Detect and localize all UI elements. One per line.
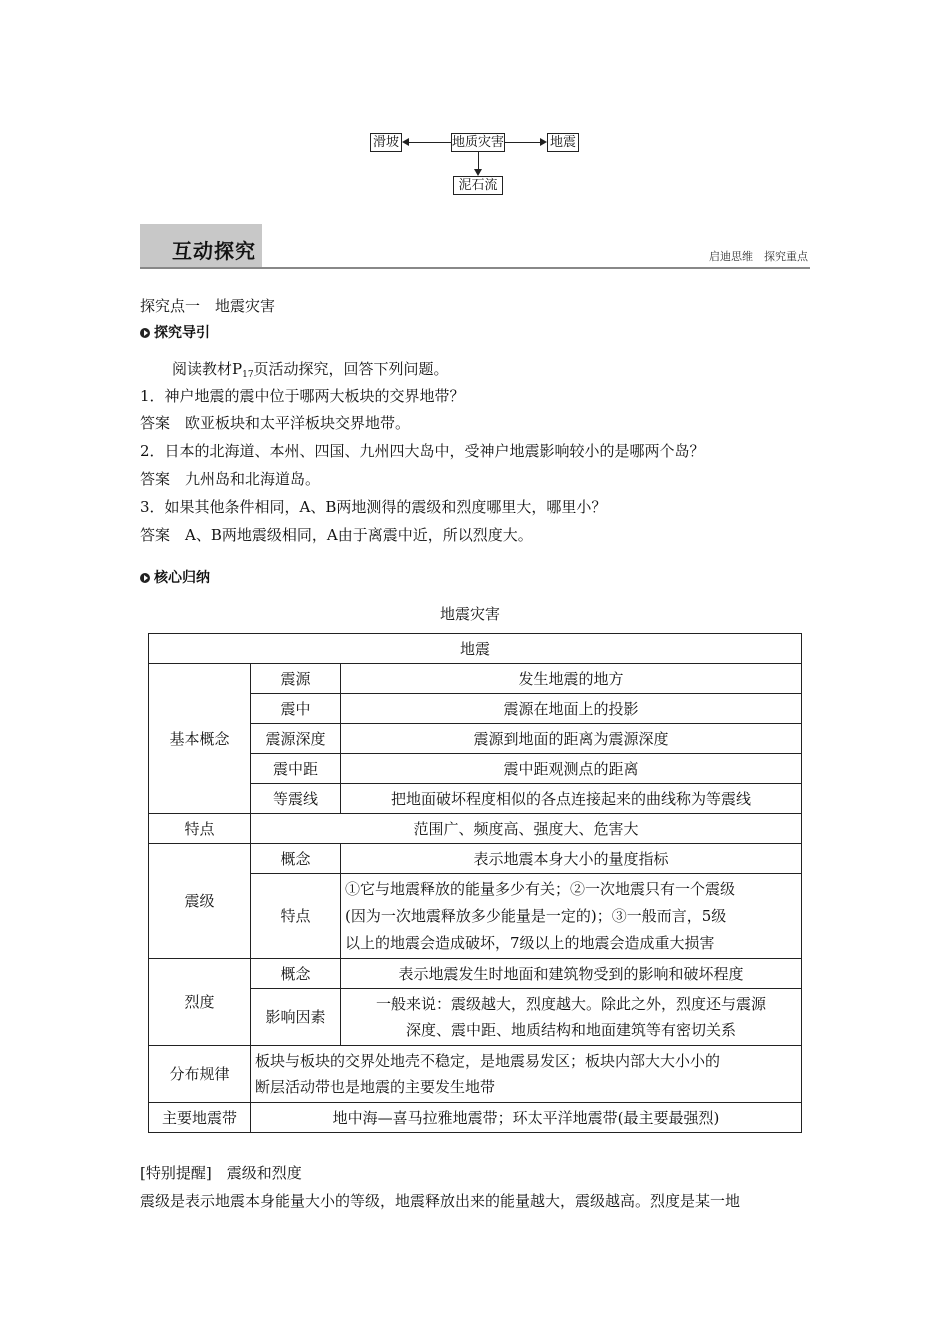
cell-intensity: 烈度	[149, 959, 251, 1046]
table-row	[149, 1103, 802, 1133]
cell-key: 概念	[251, 844, 341, 874]
answer-1: 答案 欧亚板块和太平洋板块交界地带。	[140, 414, 411, 432]
answer-2: 答案 九州岛和北海道岛。	[140, 470, 321, 488]
earthquake-table	[148, 633, 802, 1133]
special-note-label: [特别提醒] 震级和烈度	[140, 1164, 302, 1182]
arrow-head-down	[474, 169, 482, 176]
guide-heading-label: 探究导引	[154, 325, 210, 341]
cell-value: 发生地震的地方	[341, 664, 802, 694]
table-row	[149, 814, 802, 844]
core-heading	[140, 569, 210, 587]
special-note-text: 震级是表示地震本身能量大小的等级，地震释放出来的能量越大，震级越高。烈度是某一地	[140, 1192, 741, 1210]
intro-prefix: 阅读教材P	[172, 360, 243, 378]
cell-key: 影响因素	[251, 989, 341, 1046]
cell-key: 震源深度	[251, 724, 341, 754]
cell-line: 板块与板块的交界处地壳不稳定，是地震易发区；板块内部大大小小的	[255, 1052, 721, 1070]
table-row	[149, 634, 802, 664]
question-2: 2．日本的北海道、本州、四国、九州四大岛中，受神户地震影响较小的是哪两个岛？	[140, 442, 705, 460]
cell-key: 震中距	[251, 754, 341, 784]
cell-line: (因为一次地震释放多少能量是一定的)；③一般而言，5级	[345, 906, 727, 925]
cell-key: 震源	[251, 664, 341, 694]
section-title: 互动探究	[172, 239, 256, 263]
diagram-node-earthquake: 地震	[547, 133, 579, 152]
cell-basic-concept: 基本概念	[149, 664, 251, 814]
diagram-node-geohazard: 地质灾害	[452, 135, 505, 150]
cell-value: 地中海—喜马拉雅地震带；环太平洋地震带(最主要最强烈)	[251, 1103, 802, 1133]
guide-heading	[140, 324, 210, 342]
cell-key: 特点	[251, 874, 341, 959]
table-row	[149, 664, 802, 694]
table-title: 地震灾害	[440, 605, 501, 623]
cell-line: ①它与地震释放的能量多少有关；②一次地震只有一个震级	[345, 879, 736, 898]
intro-paragraph	[172, 359, 449, 385]
section-subtitle: 启迪思维 探究重点	[709, 250, 808, 263]
cell-value: 表示地震本身大小的量度指标	[341, 844, 802, 874]
core-heading-label: 核心归纳	[154, 570, 210, 586]
cell-value-multiline	[251, 1046, 802, 1103]
cell-feature: 特点	[149, 814, 251, 844]
diagram-node-mudflow: 泥石流	[453, 176, 503, 195]
section-divider	[140, 267, 810, 269]
intro-suffix: 页活动探究，回答下列问题。	[253, 360, 449, 378]
arrow-head-right	[540, 138, 547, 146]
cell-line: 一般来说：震级越大，烈度越大。除此之外，烈度还与震源	[375, 995, 766, 1013]
question-3: 3．如果其他条件相同，A、B两地测得的震级和烈度哪里大，哪里小？	[140, 498, 607, 516]
question-1: 1．神户地震的震中位于哪两大板块的交界地带？	[140, 387, 465, 405]
arrow-head-left	[402, 138, 409, 146]
arrow-line-right	[505, 142, 541, 143]
cell-key: 震中	[251, 694, 341, 724]
table-row	[149, 844, 802, 874]
cell-line: 以上的地震会造成破坏，7级以上的地震会造成重大损害	[345, 933, 715, 952]
play-circle-icon	[140, 573, 150, 583]
cell-value: 震源到地面的距离为震源深度	[341, 724, 802, 754]
play-circle-icon	[140, 328, 150, 338]
table-row	[149, 1046, 802, 1103]
cell-value: 范围广、频度高、强度大、危害大	[251, 814, 802, 844]
cell-value: 震中距观测点的距离	[341, 754, 802, 784]
arrow-line-down	[478, 152, 479, 169]
diagram-node-landslide: 滑坡	[370, 133, 402, 152]
intro-page-subscript: 17	[242, 370, 254, 380]
answer-3: 答案 A、B两地震级相同，A由于离震中近，所以烈度大。	[140, 526, 533, 544]
arrow-line-left	[408, 142, 451, 143]
cell-value-multiline	[341, 874, 802, 959]
table-row	[149, 959, 802, 989]
cell-distribution: 分布规律	[149, 1046, 251, 1103]
cell-magnitude: 震级	[149, 844, 251, 959]
table-header: 地震	[149, 634, 802, 664]
cell-line: 深度、震中距、地质结构和地面建筑等有密切关系	[405, 1021, 736, 1039]
point-title: 探究点一 地震灾害	[140, 297, 276, 315]
cell-value: 震源在地面上的投影	[341, 694, 802, 724]
cell-key: 概念	[251, 959, 341, 989]
cell-key: 等震线	[251, 784, 341, 814]
cell-belt: 主要地震带	[149, 1103, 251, 1133]
cell-value-multiline	[341, 989, 802, 1046]
cell-value: 表示地震发生时地面和建筑物受到的影响和破坏程度	[341, 959, 802, 989]
cell-line: 断层活动带也是地震的主要发生地带	[255, 1078, 496, 1096]
cell-value: 把地面破坏程度相似的各点连接起来的曲线称为等震线	[341, 784, 802, 814]
